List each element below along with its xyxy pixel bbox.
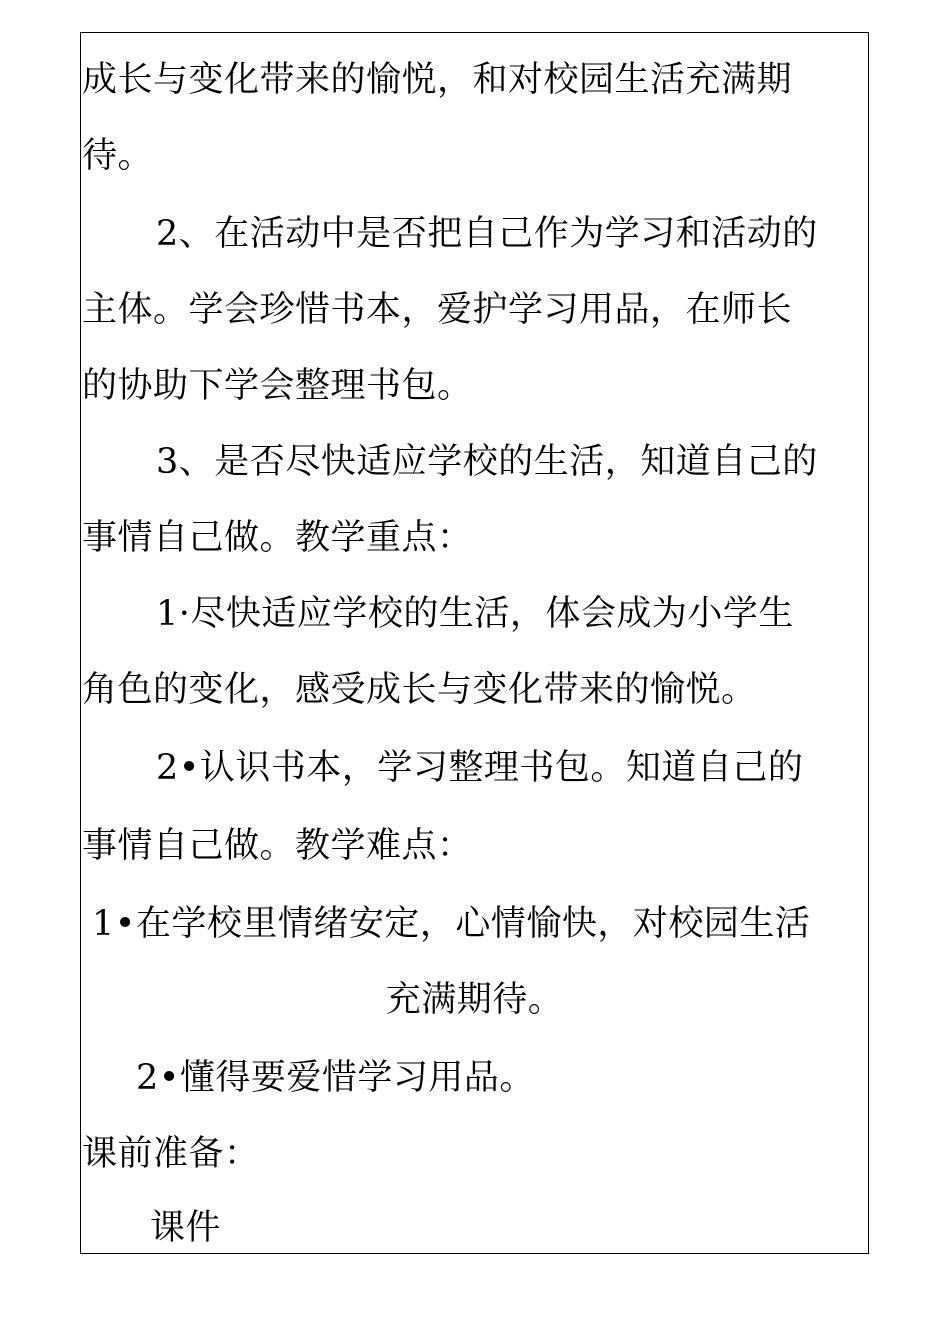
text-line-2: 待。	[82, 136, 154, 176]
text-line-5: 的协助下学会整理书包。	[82, 366, 473, 406]
text-line-7: 事情自己做。教学重点：	[82, 518, 473, 558]
text-line-16: 课件	[150, 1208, 222, 1248]
text-line-3: 2、在活动中是否把自己作为学习和活动的	[156, 214, 818, 254]
text-line-4: 主体。学会珍惜书本，爱护学习用品，在师长	[82, 290, 793, 330]
text-line-8: 1·尽快适应学校的生活，体会成为小学生	[156, 594, 794, 634]
text-line-9: 角色的变化，感受成长与变化带来的愉悦。	[82, 670, 757, 710]
text-line-15: 课前准备：	[82, 1134, 260, 1174]
text-line-14: 2•懂得要爱惜学习用品。	[136, 1058, 535, 1098]
text-line-1: 成长与变化带来的愉悦，和对校园生活充满期	[82, 60, 793, 100]
text-line-11: 事情自己做。教学难点：	[82, 826, 473, 866]
text-line-13: 充满期待。	[385, 980, 564, 1020]
text-line-6: 3、是否尽快适应学校的生活，知道自己的	[156, 442, 818, 482]
text-line-10: 2•认识书本，学习整理书包。知道自己的	[156, 748, 804, 788]
text-line-12: 1•在学校里情绪安定，心情愉快，对校园生活	[92, 904, 811, 944]
